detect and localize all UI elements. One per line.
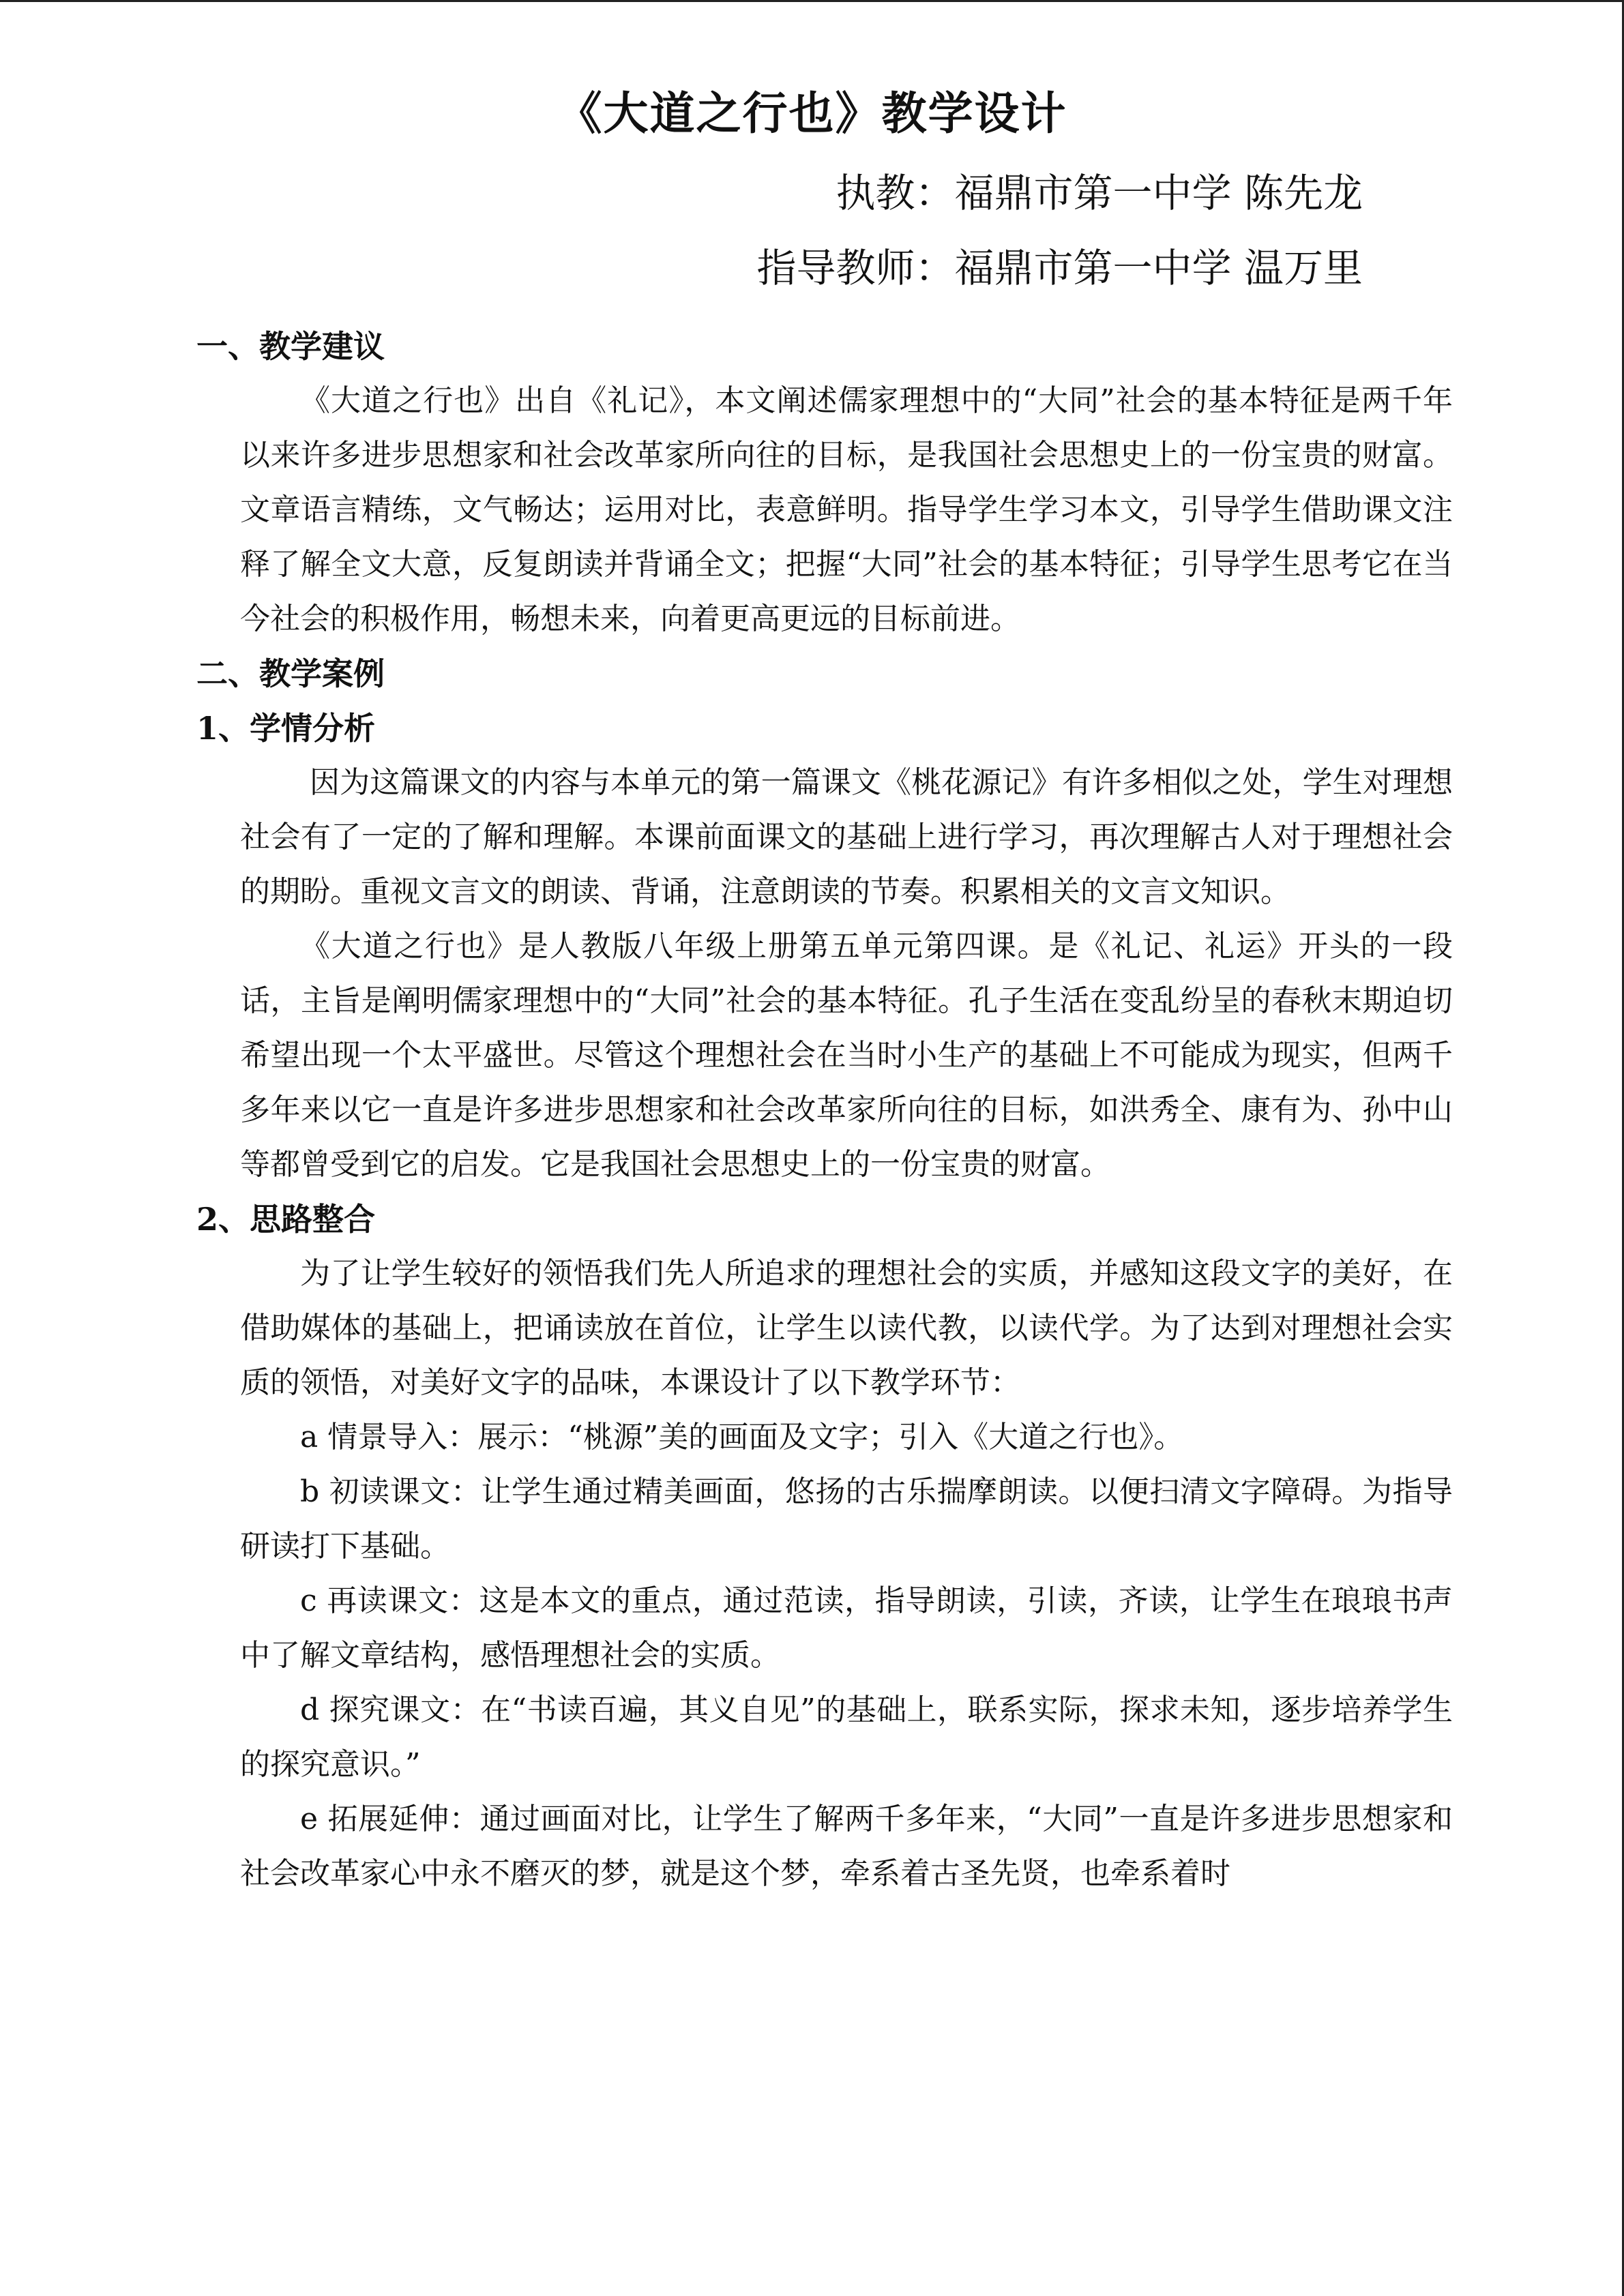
learner-analysis-paragraph-2: 《大道之行也》是人教版八年级上册第五单元第四课。是《礼记、礼运》开头的一段话，主旨是阐明儒家理想中的“大同”社会的基本特征。孔子生活在变乱纷呈的春秋末期迫切希望出现一个太平盛世。尽管这个理想社会在当时小生产的基础上不可能成为现实，但两千多年来以它一直是许多进步思想家和社会改革家所向往的目标，如洪秀全、康有为、孙中山等都曾受到它的启发。它是我国社会思想史上的一份宝贵的财富。	[240, 929, 1453, 1182]
teaching-step-d: d 探究课文：在“书读百遍，其义自见”的基础上，联系实际，探求未知，逐步培养学生的探究意识。”	[240, 1693, 1453, 1782]
teaching-step-b: b 初读课文：让学生通过精美画面，悠扬的古乐揣摩朗读。以便扫清文字障碍。为指导研读打下基础。	[240, 1474, 1453, 1564]
advisor-byline: 指导教师：福鼎市第一中学 温万里	[756, 245, 1363, 291]
section-heading-teaching-suggestions: 一、教学建议	[196, 328, 385, 365]
teaching-step-a: a 情景导入：展示：“桃源”美的画面及文字；引入《大道之行也》。	[300, 1420, 1184, 1455]
approach-intro-paragraph: 为了让学生较好的领悟我们先人所追求的理想社会的实质，并感知这段文字的美好，在借助媒体的基础上，把诵读放在首位，让学生以读代教，以读代学。为了达到对理想社会实质的领悟，对美好文字的品味，本课设计了以下教学环节：	[240, 1256, 1453, 1400]
section-heading-teaching-case: 二、教学案例	[196, 655, 385, 692]
teacher-byline: 执教：福鼎市第一中学 陈先龙	[836, 170, 1363, 216]
document-body	[198, 319, 1453, 1901]
teaching-step-e: e 拓展延伸：通过画面对比，让学生了解两千多年来，“大同”一直是许多进步思想家和社会改革家心中永不磨灭的梦，就是这个梦，牵系着古圣先贤，也牵系着时	[240, 1802, 1453, 1891]
document-title: 《大道之行也》教学设计	[557, 87, 1067, 140]
teaching-suggestions-paragraph: 《大道之行也》出自《礼记》，本文阐述儒家理想中的“大同”社会的基本特征是两千年以来许多进步思想家和社会改革家所向往的目标，是我国社会思想史上的一份宝贵的财富。文章语言精练，文气畅达；运用对比，表意鲜明。指导学生学习本文，引导学生借助课文注释了解全文大意，反复朗读并背诵全文；把握“大同”社会的基本特征；引导学生思考它在当今社会的积极作用，畅想未来，向着更高更远的目标前进。	[240, 383, 1453, 636]
subsection-heading-learner-analysis: 1、学情分析	[196, 710, 376, 747]
subsection-heading-approach: 2、思路整合	[196, 1201, 376, 1238]
learner-analysis-paragraph-1: 因为这篇课文的内容与本单元的第一篇课文《桃花源记》有许多相似之处，学生对理想社会有了一定的了解和理解。本课前面课文的基础上进行学习，再次理解古人对于理想社会的期盼。重视文言文的朗读、背诵，注意朗读的节奏。积累相关的文言文知识。	[240, 765, 1453, 909]
teaching-step-c: c 再读课文：这是本文的重点，通过范读，指导朗读，引读，齐读，让学生在琅琅书声中了解文章结构，感悟理想社会的实质。	[240, 1583, 1453, 1673]
